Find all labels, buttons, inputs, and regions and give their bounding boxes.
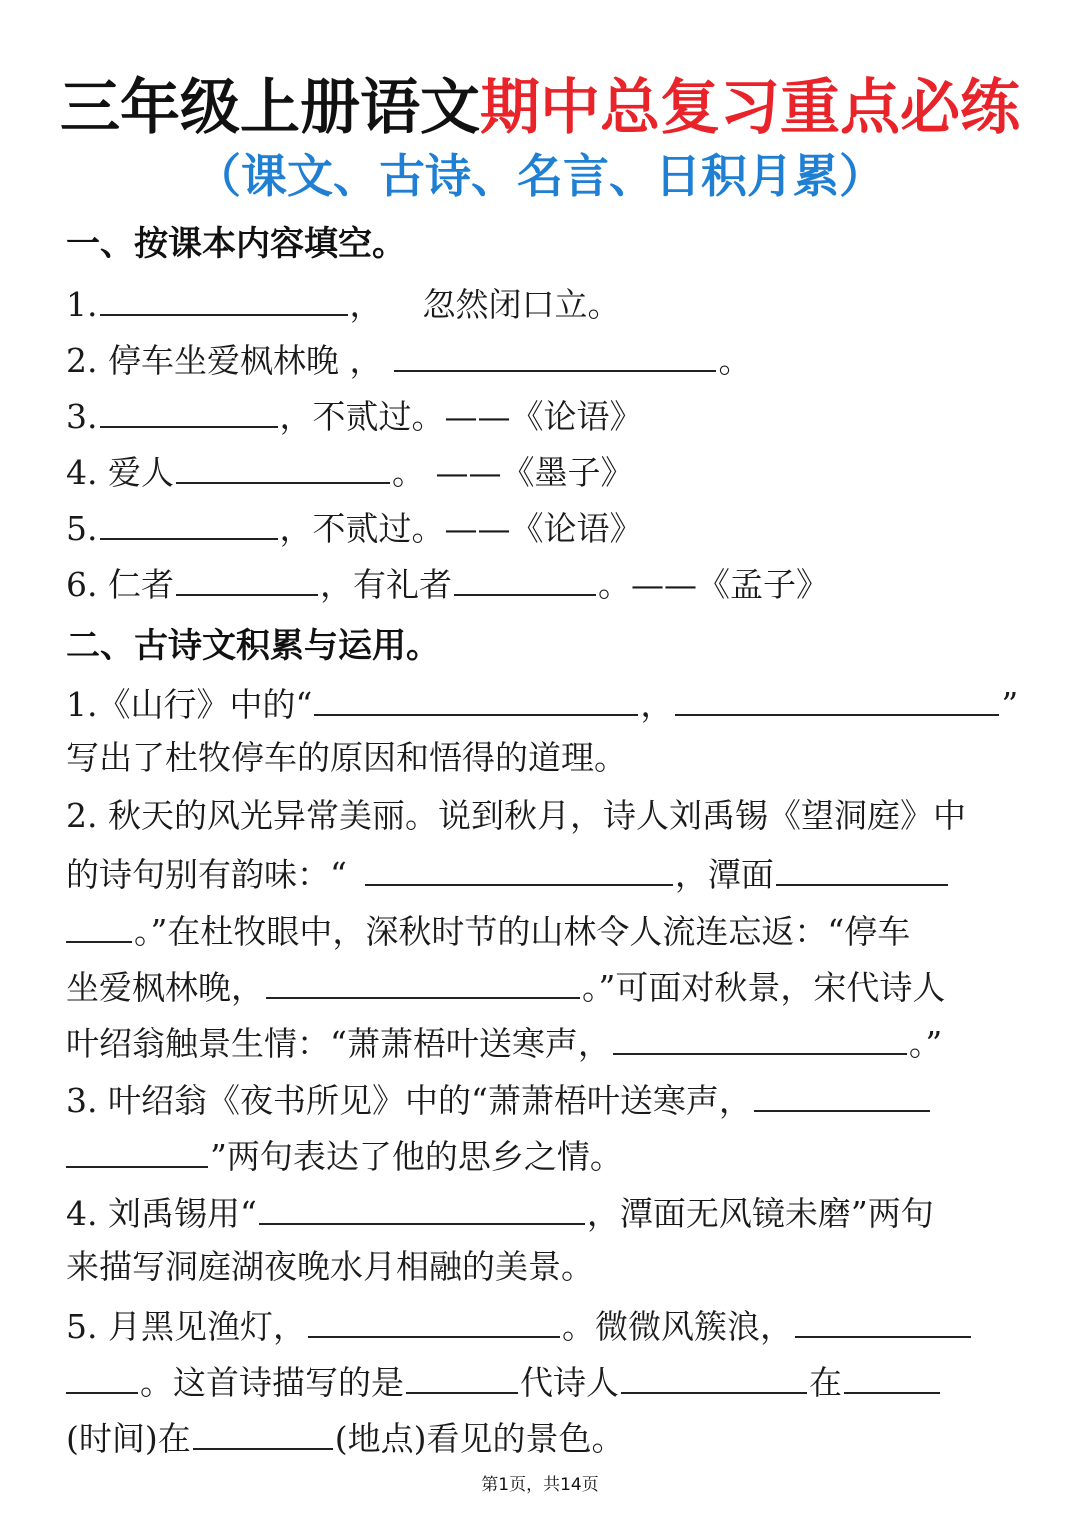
- answer-blank[interactable]: [266, 961, 580, 999]
- answer-blank[interactable]: [176, 558, 318, 596]
- title-black-part: 三年级上册语文: [60, 73, 480, 143]
- page-number: 第1页，共14页: [481, 1475, 599, 1495]
- answer-blank[interactable]: [193, 1412, 333, 1450]
- s1-question-1: 1. ， 忽然闭口立。: [66, 278, 1016, 326]
- answer-blank[interactable]: [66, 1130, 208, 1168]
- s1-question-2: 2. 停车坐爱枫林晚 ， 。: [66, 334, 1016, 382]
- answer-blank[interactable]: [394, 334, 716, 372]
- page-title: [0, 72, 1080, 144]
- section-heading-2: 二、古诗文积累与运用。: [66, 626, 440, 666]
- answer-blank[interactable]: [66, 905, 132, 943]
- s2-question-4-line2: 来描写洞庭湖夜晚水月相融的美景。: [66, 1247, 594, 1286]
- page-subtitle: （课文、古诗、名言、日积月累）: [195, 149, 885, 203]
- s2-question-2-line4: 坐爱枫林晚， 。”可面对秋景，宋代诗人: [66, 961, 1016, 1009]
- s1-question-4: 4. 爱人 。 ——《墨子》: [66, 446, 1016, 494]
- s2-question-5-line1: 5. 月黑见渔灯， 。微微风簇浪，: [66, 1300, 1016, 1348]
- s1-question-3: 3. ，不贰过。——《论语》: [66, 390, 1016, 438]
- s2-question-2-line5: 叶绍翁触景生情：“萧萧梧叶送寒声， 。”: [66, 1017, 1016, 1065]
- answer-blank[interactable]: [100, 390, 278, 428]
- title-red-part: 期中总复习重点必练: [480, 73, 1020, 143]
- s2-question-5-line2: 。这首诗描写的是 代诗人 在: [66, 1356, 1016, 1404]
- section-heading-1: 一、按课本内容填空。: [66, 224, 406, 264]
- answer-blank[interactable]: [259, 1187, 585, 1225]
- answer-blank[interactable]: [675, 678, 999, 716]
- answer-blank[interactable]: [795, 1300, 971, 1338]
- s2-question-2-line3: 。”在杜牧眼中，深秋时节的山林令人流连忘返：“停车: [66, 905, 1016, 953]
- s2-question-3-line2: ”两句表达了他的思乡之情。: [66, 1130, 1016, 1178]
- answer-blank[interactable]: [776, 848, 948, 886]
- answer-blank[interactable]: [454, 558, 596, 596]
- answer-blank[interactable]: [621, 1356, 807, 1394]
- s2-question-4-line1: 4. 刘禹锡用“ ，潭面无风镜未磨”两句: [66, 1187, 1016, 1235]
- s1-question-5: 5. ，不贰过。——《论语》: [66, 502, 1016, 550]
- answer-blank[interactable]: [314, 678, 638, 716]
- s2-question-2-line1: 2. 秋天的风光异常美丽。说到秋月，诗人刘禹锡《望洞庭》中: [66, 796, 966, 835]
- s1-question-6: 6. 仁者 ，有礼者 。——《孟子》: [66, 558, 1016, 606]
- s2-question-1-line1: 1.《山行》中的“ ， ”: [66, 678, 1016, 726]
- answer-blank[interactable]: [100, 502, 278, 540]
- answer-blank[interactable]: [66, 1356, 138, 1394]
- answer-blank[interactable]: [100, 278, 348, 316]
- s2-question-1-line2: 写出了杜牧停车的原因和悟得的道理。: [66, 738, 627, 777]
- s2-question-5-line3: (时间)在 (地点)看见的景色。: [66, 1412, 1016, 1460]
- answer-blank[interactable]: [176, 446, 390, 484]
- s2-question-3-line1: 3. 叶绍翁《夜书所见》中的“萧萧梧叶送寒声，: [66, 1074, 1016, 1122]
- answer-blank[interactable]: [844, 1356, 940, 1394]
- answer-blank[interactable]: [365, 848, 673, 886]
- answer-blank[interactable]: [754, 1074, 930, 1112]
- s2-question-2-line2: 的诗句别有韵味：“ ，潭面: [66, 848, 1016, 896]
- answer-blank[interactable]: [308, 1300, 560, 1338]
- answer-blank[interactable]: [406, 1356, 518, 1394]
- answer-blank[interactable]: [613, 1017, 907, 1055]
